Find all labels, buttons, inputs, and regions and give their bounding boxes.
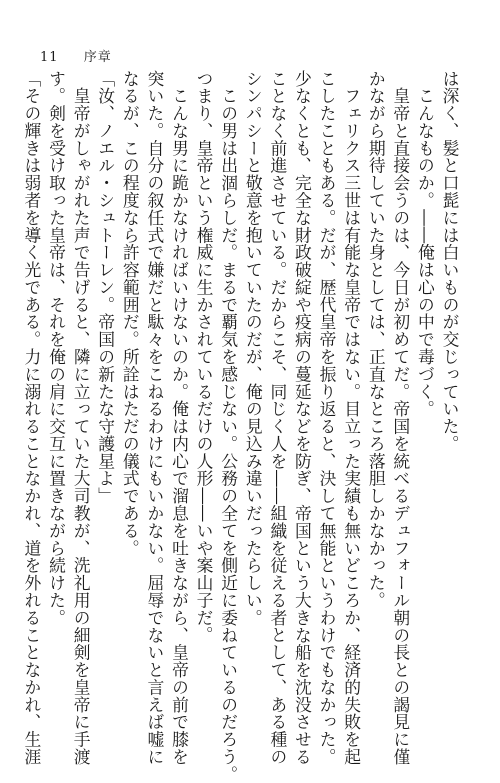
text-line: 少なくとも、完全な財政破綻や疫病の蔓延などを防ぎ、帝国という大きな船を沈没させる: [292, 70, 313, 766]
page-header: [40, 46, 112, 65]
text-line: す。剣を受け取った皇帝は、それを俺の肩に交互に置きながら続けた。: [46, 70, 67, 627]
text-line: つまり、皇帝という権威に生かされているだけの人形――いや案山子だ。: [194, 70, 215, 644]
text-line: 「その輝きは弱者を導く光である。力に溺れることなかれ、道を外れることなかれ、生涯: [21, 70, 42, 766]
text-line: かながら期待していた身としては、正直なところ落胆しかなかった。: [366, 70, 387, 610]
text-line: ことなく前進させている。だからこそ、同じく人を――組織を従える者として、ある種の: [267, 70, 288, 766]
text-line: 皇帝と直接会うのは、今日が初めてだ。帝国を統べるデュフォール朝の長との謁見に僅: [390, 70, 411, 766]
text-line: この男は出涸らしだ。まるで覇気を感じない。公務の全てを側近に委ねているのだろう。: [218, 70, 239, 783]
text-line: こんな男に跪かなければいけないのか。俺は内心で溜息を吐きながら、皇帝の前で膝を: [169, 70, 190, 766]
text-line: 皇帝がしゃがれた声で告げると、隣に立っていた大司教が、洗礼用の細剣を皇帝に手渡: [71, 70, 92, 766]
text-line: シンパシーと敬意を抱いていたのだが、俺の見込み違いだったらしい。: [243, 70, 264, 627]
text-line: は深く、髪と口髭には白いものが交じっていた。: [440, 70, 460, 453]
chapter-title: 序章: [83, 50, 112, 65]
text-line: 突いた。自分の叙任式で嫌だと駄々をこねるわけにもいかない。屈辱でないと言えば嘘に: [144, 70, 165, 766]
text-line: こしたこともある。だが、歴代皇帝を振り返ると、決して無能というわけでもなかった。: [317, 70, 338, 766]
body-text: [21, 70, 462, 783]
text-line: なるが、この程度なら許容範囲だ。所詮はただの儀式である。: [120, 70, 141, 557]
text-line: こんなものか。――俺は心の中で毒づく。: [415, 70, 436, 418]
page-number: 11: [40, 50, 59, 65]
text-line: 「汝、ノエル・シュトーレン。帝国の新たな守護星よ」: [95, 70, 116, 505]
text-line: フェリクス三世は有能な皇帝ではない。目立った実績も無いどころか、経済的失敗を起: [341, 70, 362, 766]
